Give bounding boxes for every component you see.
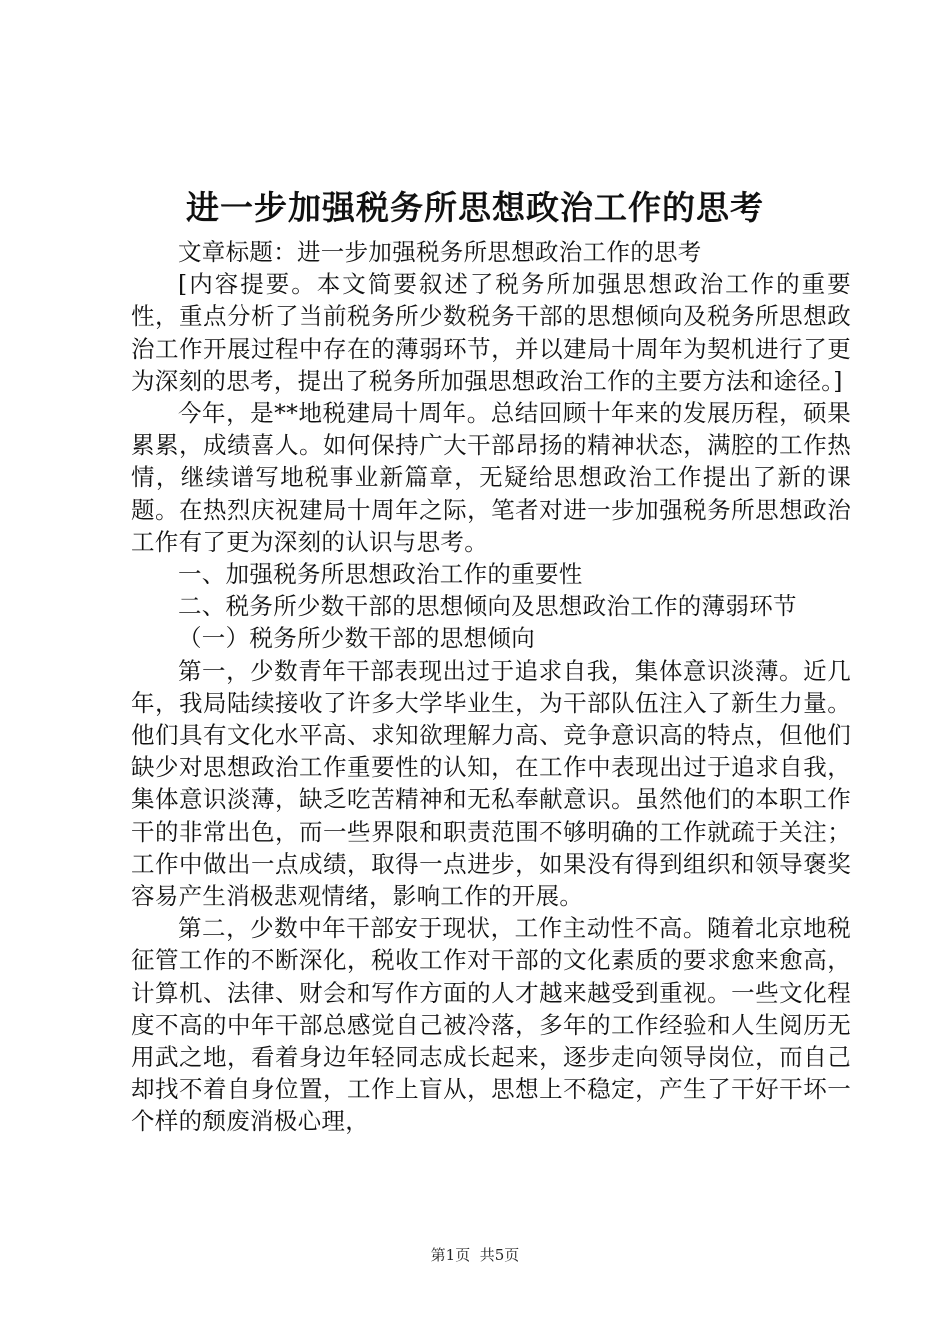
article-title-line: 文章标题：进一步加强税务所思想政治工作的思考 [178, 238, 702, 266]
body-paragraph-first: 第一，少数青年干部表现出过于追求自我，集体意识淡薄。近几年，我局陆续接收了许多大学毕业生，为干部队伍注入了新生力量。他们具有文化水平高、求知欲理解力高、竞争意识高的特点，但他们缺少对思想政治工作重要性的认知，在工作中表现出过于追求自我，集体意识淡薄，缺乏吃苦精神和无私奉献意识。虽然他们的本职工作干的非常出色，而一些界限和职责范围不够明确的工作就疏于关注；工作中做出一点成绩，取得一点进步，如果没有得到组织和领导褒奖容易产生消极悲观情绪，影响工作的开展。 [131, 656, 851, 911]
document-body [131, 236, 851, 1138]
page-number: 第1页 [430, 1246, 471, 1264]
document-title: 进一步加强税务所思想政治工作的思考 [186, 188, 764, 227]
section-heading-2: 二、税务所少数干部的思想倾向及思想政治工作的薄弱环节 [178, 592, 797, 621]
intro-paragraph: 今年，是**地税建局十周年。总结回顾十年来的发展历程，硕果累累，成绩喜人。如何保持广大干部昂扬的精神状态，满腔的工作热情，继续谱写地税事业新篇章，无疑给思想政治工作提出了新的课题。在热烈庆祝建局十周年之际，笔者对进一步加强税务所思想政治工作有了更为深刻的认识与思考。 [131, 399, 851, 556]
section-heading-1: 一、加强税务所思想政治工作的重要性 [178, 560, 583, 589]
subsection-heading-1: （一）税务所少数干部的思想倾向 [178, 624, 535, 653]
page-total: 共5页 [479, 1246, 520, 1264]
page-footer [0, 1245, 950, 1265]
body-paragraph-second: 第二，少数中年干部安于现状，工作主动性不高。随着北京地税征管工作的不断深化，税收工作对干部的文化素质的要求愈来愈高，计算机、法律、财会和写作方面的人才越来越受到重视。一些文化程度不高的中年干部总感觉自己被冷落，多年的工作经验和人生阅历无用武之地，看着身边年轻同志成长起来，逐步走向领导岗位，而自己却找不着自身位置，工作上盲从，思想上不稳定，产生了干好干坏一个样的颓废消极心理， [131, 914, 851, 1136]
abstract-paragraph: [内容提要。本文简要叙述了税务所加强思想政治工作的重要性，重点分析了当前税务所少数税务干部的思想倾向及税务所思想政治工作开展过程中存在的薄弱环节，并以建局十周年为契机进行了更为深刻的思考，提出了税务所加强思想政治工作的主要方法和途径。] [131, 270, 851, 395]
